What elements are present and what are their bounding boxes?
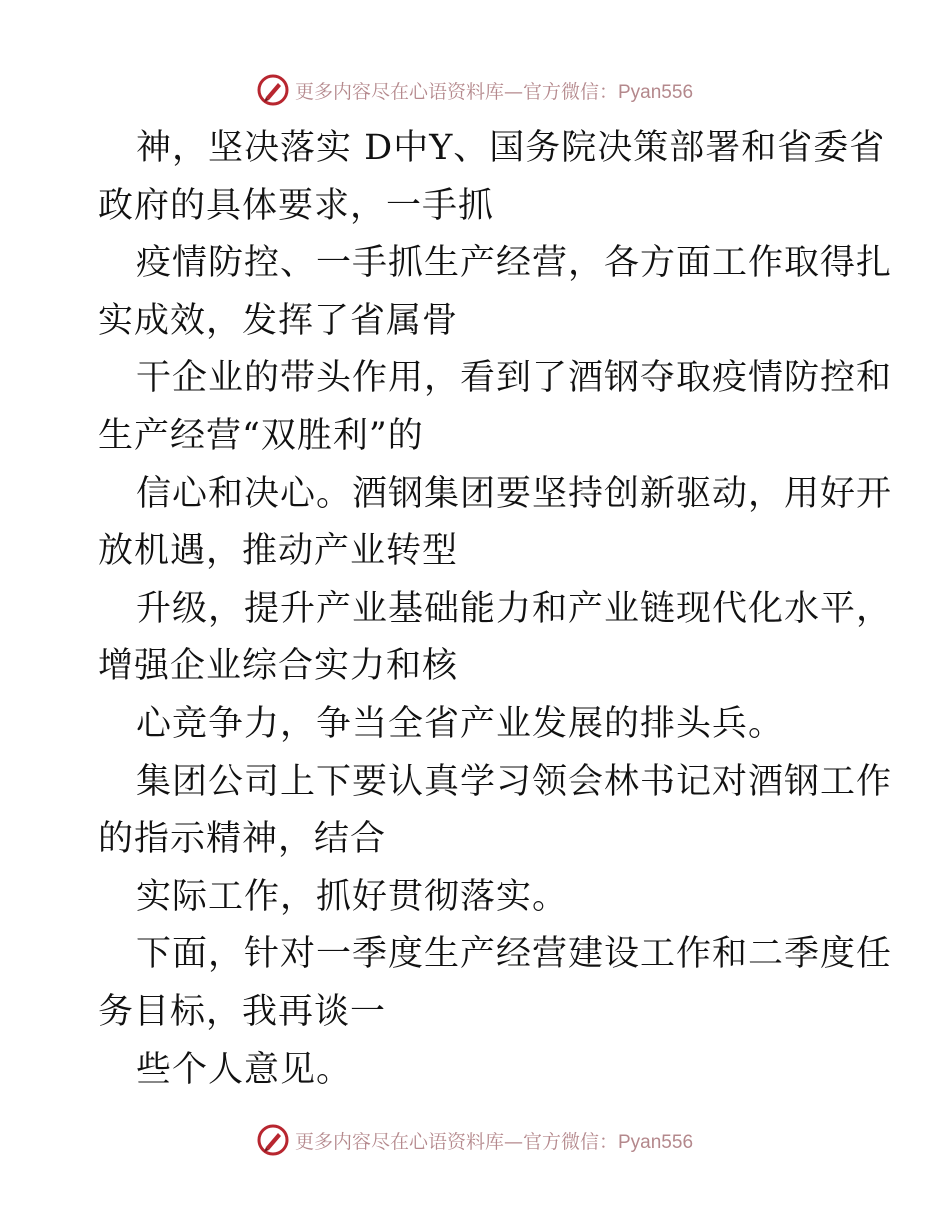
text-line: 政府的具体要求，一手抓 — [98, 185, 495, 226]
text-line: 集团公司上下要认真学习领会林书记对酒钢工作 — [136, 761, 893, 802]
pen-logo-icon — [257, 74, 289, 106]
watermark-handle: Pyan556 — [618, 1131, 694, 1153]
watermark-handle: Pyan556 — [618, 81, 694, 103]
watermark-text: 更多内容尽在心语资料库—官方微信：Pyan556 — [294, 80, 694, 103]
text-line: 下面，针对一季度生产经营建设工作和二季度任 — [136, 934, 893, 975]
text-line: 实际工作，抓好贯彻落实。 — [136, 876, 569, 917]
text-line: 些个人意见。 — [136, 1049, 353, 1090]
text-line: 生产经营“双胜利”的 — [98, 415, 424, 456]
text-line: 升级，提升产业基础能力和产业链现代化水平， — [136, 588, 893, 629]
text-line: 心竞争力，争当全省产业发展的排头兵。 — [136, 703, 785, 744]
header-watermark — [0, 70, 950, 110]
text-line: 神，坚决落实 D中Y、国务院决策部署和省委省 — [136, 128, 886, 168]
watermark-text: 更多内容尽在心语资料库—官方微信：Pyan556 — [294, 1130, 694, 1153]
text-line: 干企业的带头作用，看到了酒钢夺取疫情防控和 — [136, 358, 893, 399]
text-line: 务目标，我再谈一 — [98, 991, 387, 1032]
text-line: 的指示精神，结合 — [98, 819, 387, 860]
text-line: 疫情防控、一手抓生产经营，各方面工作取得扎 — [136, 243, 893, 284]
document-body — [98, 120, 893, 1099]
pen-logo-icon — [257, 1124, 289, 1156]
text-line: 实成效，发挥了省属骨 — [98, 300, 459, 341]
text-line: 放机遇，推动产业转型 — [98, 531, 459, 572]
text-line: 信心和决心。酒钢集团要坚持创新驱动，用好开 — [136, 473, 893, 514]
footer-watermark — [0, 1120, 950, 1160]
text-line: 增强企业综合实力和核 — [98, 646, 459, 687]
